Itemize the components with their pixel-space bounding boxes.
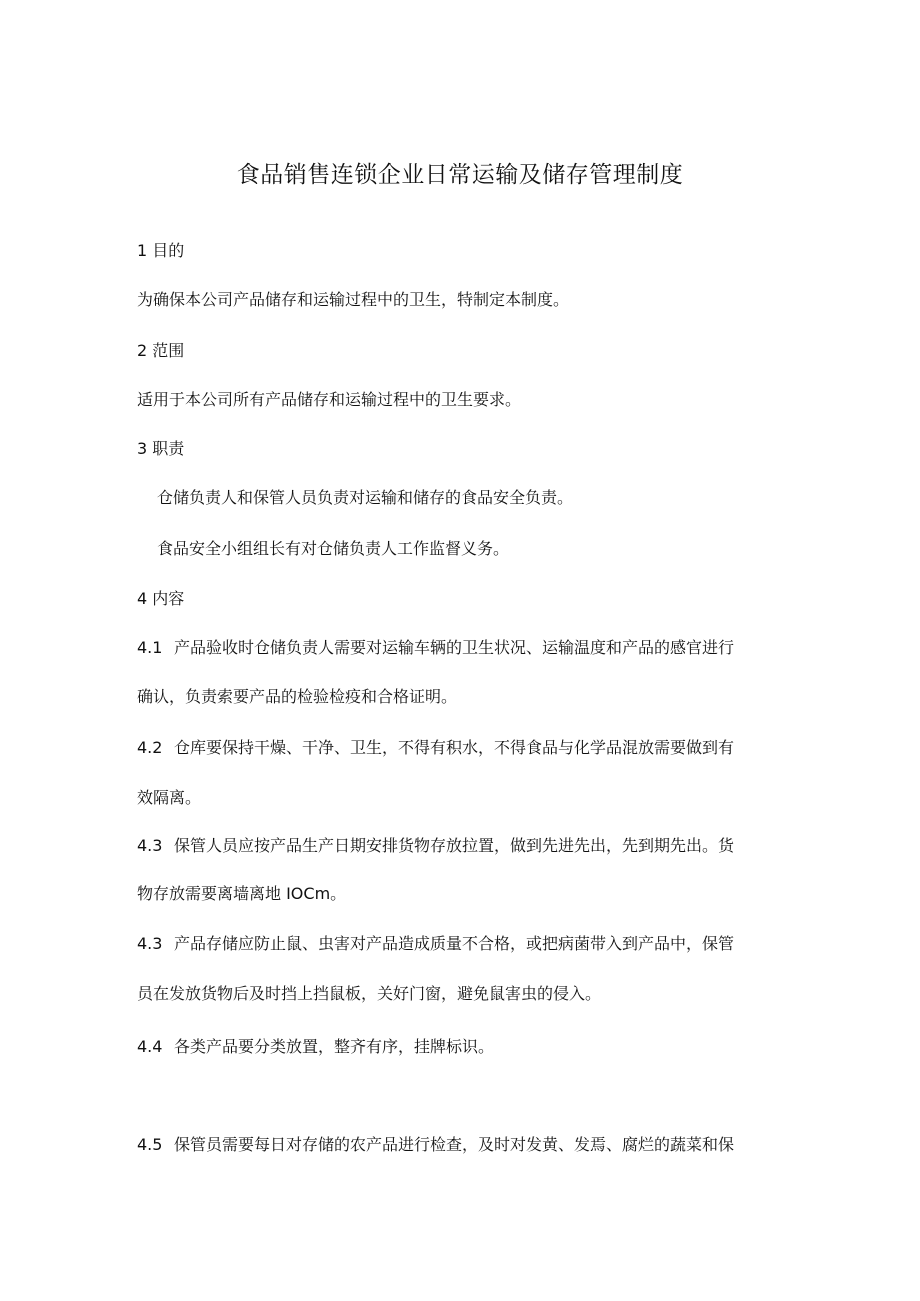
clause-continuation: 效隔离。	[137, 788, 202, 807]
section-heading-content: 4 内容	[137, 589, 185, 608]
clause-number: 4.3	[137, 934, 163, 953]
duty-item-2: 食品安全小组组长有对仓储负责人工作监督义务。	[157, 539, 510, 558]
clause-continuation: 确认，负责索要产品的检验检疫和合格证明。	[137, 687, 458, 706]
clause-number: 4.1	[137, 638, 163, 657]
clause-text: 产品验收时仓储负责人需要对运输车辆的卫生状况、运输温度和产品的感官进行	[174, 638, 735, 657]
document-title: 食品销售连锁企业日常运输及储存管理制度	[236, 162, 684, 188]
clause-text: 各类产品要分类放置，整齐有序，挂牌标识。	[174, 1037, 495, 1056]
clause-line	[137, 932, 734, 956]
clause-number: 4.4	[137, 1037, 163, 1056]
section-heading-purpose: 1 目的	[137, 241, 185, 260]
section-heading-scope: 2 范围	[137, 341, 185, 360]
clause-line	[137, 834, 734, 858]
clause-number: 4.3	[137, 836, 163, 855]
duty-item-1: 仓储负责人和保管人员负责对运输和储存的食品安全负责。	[157, 488, 574, 507]
section-heading-duties: 3 职责	[137, 439, 185, 458]
section-text-scope: 适用于本公司所有产品储存和运输过程中的卫生要求。	[137, 390, 522, 409]
clause-number: 4.2	[137, 738, 163, 757]
clause-number: 4.5	[137, 1135, 163, 1154]
clause-text: 仓库要保持干燥、干净、卫生，不得有积水，不得食品与化学品混放需要做到有	[174, 738, 735, 757]
clause-text: 保管人员应按产品生产日期安排货物存放拉置，做到先进先出，先到期先出。货	[174, 836, 735, 855]
clause-line	[137, 1035, 494, 1059]
clause-line	[137, 1133, 734, 1157]
clause-line	[137, 636, 734, 660]
section-text-purpose: 为确保本公司产品储存和运输过程中的卫生，特制定本制度。	[137, 290, 570, 309]
clause-line	[137, 736, 734, 760]
clause-continuation: 员在发放货物后及时挡上挡鼠板，关好门窗，避免鼠害虫的侵入。	[137, 984, 602, 1003]
clause-continuation: 物存放需要离墙离地 IOCm。	[137, 884, 347, 903]
clause-text: 产品存储应防止鼠、虫害对产品造成质量不合格，或把病菌带入到产品中，保管	[174, 934, 735, 953]
clause-text: 保管员需要每日对存储的农产品进行检查，及时对发黄、发焉、腐烂的蔬菜和保	[174, 1135, 735, 1154]
